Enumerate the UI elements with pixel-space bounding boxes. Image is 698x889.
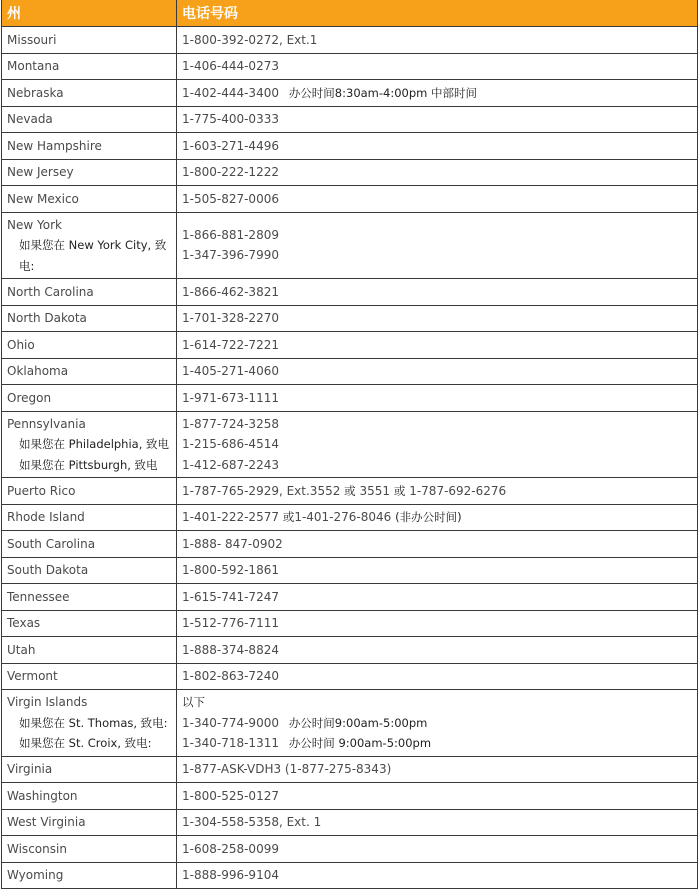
phone-number: 1-775-400-0333	[177, 106, 698, 133]
phone-cell	[177, 478, 698, 505]
phone-number: 1-802-863-7240	[177, 663, 698, 690]
phone-number: 以下	[182, 695, 205, 709]
phone-number: 1-615-741-7247	[177, 584, 698, 611]
phone-number: 1-971-673-1111	[177, 385, 698, 412]
phone-number: 1-877-ASK-VDH3 (1-877-275-8343)	[177, 756, 698, 783]
state-name: North Carolina	[2, 279, 177, 306]
phone-number: 1-505-827-0006	[177, 186, 698, 213]
state-name: New York	[7, 217, 62, 232]
header-state: 州	[2, 0, 177, 27]
city-note: 如果您在 St. Croix, 致电:	[19, 736, 152, 750]
table-row	[2, 27, 698, 54]
city-phone-number: 1-340-718-1311	[182, 736, 279, 750]
phone-number: 1-608-258-0099	[177, 836, 698, 863]
state-cell	[2, 411, 177, 478]
phone-number: 1-888- 847-0902	[177, 531, 698, 558]
office-hours-note: 办公时间8:30am-4:00pm 中部时间	[288, 85, 478, 100]
table-row	[2, 80, 698, 107]
state-name: South Dakota	[2, 557, 177, 584]
phone-cell	[177, 690, 698, 757]
phone-number: 1-888-374-8824	[177, 637, 698, 664]
state-cell	[2, 690, 177, 757]
state-name: Nevada	[2, 106, 177, 133]
state-name: Nebraska	[2, 80, 177, 107]
phone-number: 1-614-722-7221	[177, 332, 698, 359]
city-phone-number: 1-215-686-4514	[182, 437, 279, 451]
table-row	[2, 133, 698, 160]
state-name: North Dakota	[2, 305, 177, 332]
state-name: Wyoming	[2, 862, 177, 889]
table-row	[2, 385, 698, 412]
state-name: Washington	[2, 783, 177, 810]
state-name: Oklahoma	[2, 358, 177, 385]
or-label: 或	[282, 510, 295, 524]
state-name: Texas	[2, 610, 177, 637]
table-row	[2, 557, 698, 584]
state-name: New Hampshire	[2, 133, 177, 160]
table-row	[2, 159, 698, 186]
table-row	[2, 690, 698, 757]
table-row	[2, 186, 698, 213]
table-row	[2, 279, 698, 306]
phone-number: 1-800-525-0127	[177, 783, 698, 810]
table-row	[2, 531, 698, 558]
table-row	[2, 809, 698, 836]
state-name: Virgin Islands	[7, 695, 88, 709]
state-name: Pennsylvania	[7, 416, 86, 431]
phone-number: 1-888-996-9104	[177, 862, 698, 889]
phone-number: 1-304-558-5358, Ext. 1	[177, 809, 698, 836]
table-row	[2, 358, 698, 385]
state-name: Wisconsin	[2, 836, 177, 863]
table-row	[2, 411, 698, 478]
state-name: Vermont	[2, 663, 177, 690]
phone-number: 1-866-881-2809	[182, 227, 279, 242]
phone-number: 1-787-692-6276	[409, 483, 507, 498]
state-cell	[2, 212, 177, 279]
table-row	[2, 783, 698, 810]
table-row	[2, 610, 698, 637]
city-note: 如果您在 Pittsburgh, 致电	[19, 457, 158, 472]
state-phone-table	[1, 0, 698, 889]
table-row	[2, 53, 698, 80]
state-name: Montana	[2, 53, 177, 80]
table-row	[2, 478, 698, 505]
city-note: 如果您在 Philadelphia, 致电	[19, 437, 170, 451]
table-row	[2, 756, 698, 783]
office-hours-note: 办公时间 9:00am-5:00pm	[288, 736, 432, 750]
table-row	[2, 504, 698, 531]
phone-number: 1-405-271-4060	[177, 358, 698, 385]
city-note: 如果您在 New York City, 致电:	[19, 238, 167, 273]
phone-cell	[177, 80, 698, 107]
state-name: Utah	[2, 637, 177, 664]
state-name: South Carolina	[2, 531, 177, 558]
phone-number: 1-603-271-4496	[177, 133, 698, 160]
table-row	[2, 332, 698, 359]
table-row	[2, 637, 698, 664]
phone-number: 1-701-328-2270	[177, 305, 698, 332]
state-name: Rhode Island	[2, 504, 177, 531]
phone-number: 1-401-276-8046	[294, 510, 392, 524]
phone-number: 1-800-592-1861	[177, 557, 698, 584]
state-name: Oregon	[2, 385, 177, 412]
office-hours-note: 办公时间9:00am-5:00pm	[288, 715, 428, 730]
phone-cell	[177, 411, 698, 478]
state-name: Virginia	[2, 756, 177, 783]
state-name: New Mexico	[2, 186, 177, 213]
state-name: Missouri	[2, 27, 177, 54]
state-name: Ohio	[2, 332, 177, 359]
phone-number: 1-800-222-1222	[177, 159, 698, 186]
state-name: West Virginia	[2, 809, 177, 836]
phone-number: 1-402-444-3400	[182, 85, 279, 100]
phone-number: 1-512-776-7111	[177, 610, 698, 637]
phone-cell	[177, 212, 698, 279]
table-header-row	[2, 0, 698, 27]
state-name: Puerto Rico	[2, 478, 177, 505]
table-row	[2, 663, 698, 690]
phone-number: 1-877-724-3258	[182, 416, 279, 431]
phone-number: 1-401-222-2577	[182, 510, 279, 524]
phone-number: 1-406-444-0273	[177, 53, 698, 80]
city-phone-number: 1-347-396-7990	[182, 248, 279, 263]
table-row	[2, 212, 698, 279]
table-row	[2, 584, 698, 611]
header-phone: 电话号码	[177, 0, 698, 27]
table-row	[2, 305, 698, 332]
table-row	[2, 862, 698, 889]
state-name: Tennessee	[2, 584, 177, 611]
phone-cell	[177, 504, 698, 531]
city-phone-number: 1-340-774-9000	[182, 715, 279, 730]
phone-number: 1-800-392-0272, Ext.1	[177, 27, 698, 54]
or-label: 或	[393, 483, 406, 498]
phone-number: 1-787-765-2929, Ext.3552	[182, 483, 341, 498]
table-row	[2, 106, 698, 133]
office-hours-note: (非办公时间)	[395, 510, 462, 524]
table-row	[2, 836, 698, 863]
city-note: 如果您在 St. Thomas, 致电:	[19, 715, 168, 730]
phone-number: 3551	[359, 483, 391, 498]
state-name: New Jersey	[2, 159, 177, 186]
city-phone-number: 1-412-687-2243	[182, 457, 279, 472]
or-label: 或	[344, 483, 356, 498]
phone-number: 1-866-462-3821	[177, 279, 698, 306]
